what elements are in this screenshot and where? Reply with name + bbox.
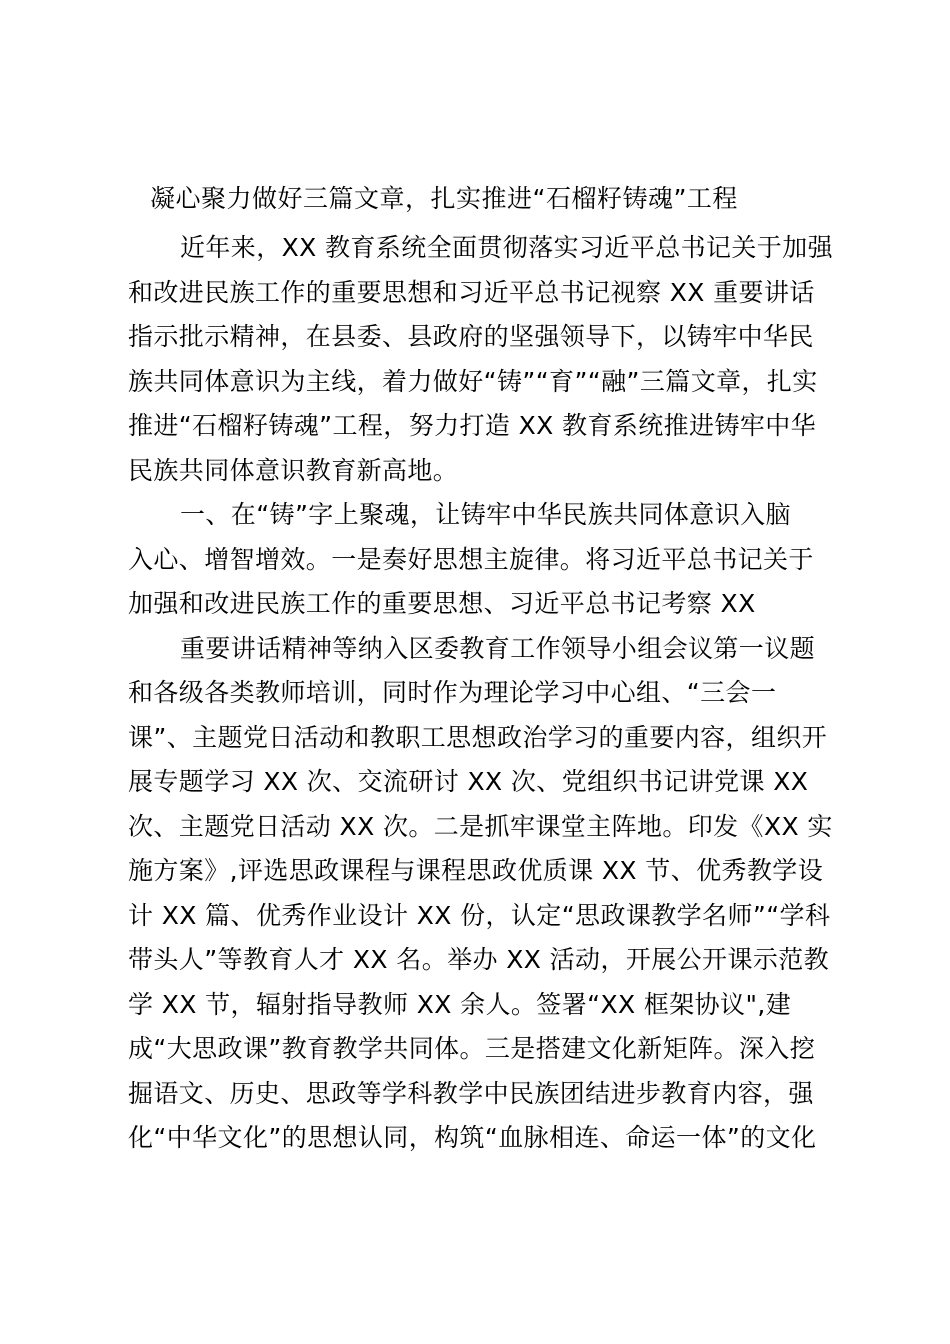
paragraph-line: 族共同体意识为主线，着力做好“铸”“育”“融”三篇文章，扎实 xyxy=(128,366,818,396)
paragraph-line: 近年来，XX 教育系统全面贯彻落实习近平总书记关于加强 xyxy=(180,233,834,262)
paragraph-line: 掘语文、历史、思政等学科教学中民族团结进步教育内容，强 xyxy=(128,1078,814,1108)
paragraph-line: 民族共同体意识教育新高地。 xyxy=(128,455,459,485)
paragraph-line: 学 XX 节，辐射指导教师 XX 余人。签署“XX 框架协议",建 xyxy=(128,989,792,1019)
paragraph-line: 带头人”等教育人才 XX 名。举办 XX 活动，开展公开课示范教 xyxy=(128,945,830,974)
paragraph-line: 课”、主题党日活动和教职工思想政治学习的重要内容，组织开 xyxy=(128,722,828,752)
paragraph-line: 推进“石榴籽铸魂”工程，努力打造 XX 教育系统推进铸牢中华 xyxy=(128,411,817,440)
paragraph-line: 施方案》,评选思政课程与课程思政优质课 XX 节、优秀教学设 xyxy=(128,856,824,885)
paragraph-line: 重要讲话精神等纳入区委教育工作领导小组会议第一议题 xyxy=(180,633,816,663)
paragraph-line: 计 XX 篇、优秀作业设计 XX 份，认定“思政课教学名师”“学科 xyxy=(128,900,831,930)
paragraph-line: 和各级各类教师培训，同时作为理论学习中心组、“三会一 xyxy=(128,678,777,707)
paragraph-line: 展专题学习 XX 次、交流研讨 XX 次、党组织书记讲党课 XX xyxy=(128,767,809,796)
paragraph-line: 入心、增智增效。一是奏好思想主旋律。将习近平总书记关于 xyxy=(128,544,814,574)
paragraph-line: 加强和改进民族工作的重要思想、习近平总书记考察 XX xyxy=(128,589,756,618)
paragraph-line: 一、在“铸”字上聚魂，让铸牢中华民族共同体意识入脑 xyxy=(180,500,791,529)
paragraph-line: 次、主题党日活动 XX 次。二是抓牢课堂主阵地。印发《XX 实 xyxy=(128,811,833,841)
paragraph-line: 和改进民族工作的重要思想和习近平总书记视察 XX 重要讲话 xyxy=(128,277,815,307)
paragraph-line: 指示批示精神，在县委、县政府的坚强领导下，以铸牢中华民 xyxy=(128,322,814,351)
paragraph-line: 成“大思政课”教育教学共同体。三是搭建文化新矩阵。深入挖 xyxy=(128,1034,816,1063)
document-body xyxy=(128,226,838,1161)
document-title: 凝心聚力做好三篇文章，扎实推进“石榴籽铸魂”工程 xyxy=(150,184,738,213)
paragraph-line: 化“中华文化”的思想认同，构筑“血脉相连、命运一体”的文化 xyxy=(128,1123,817,1152)
